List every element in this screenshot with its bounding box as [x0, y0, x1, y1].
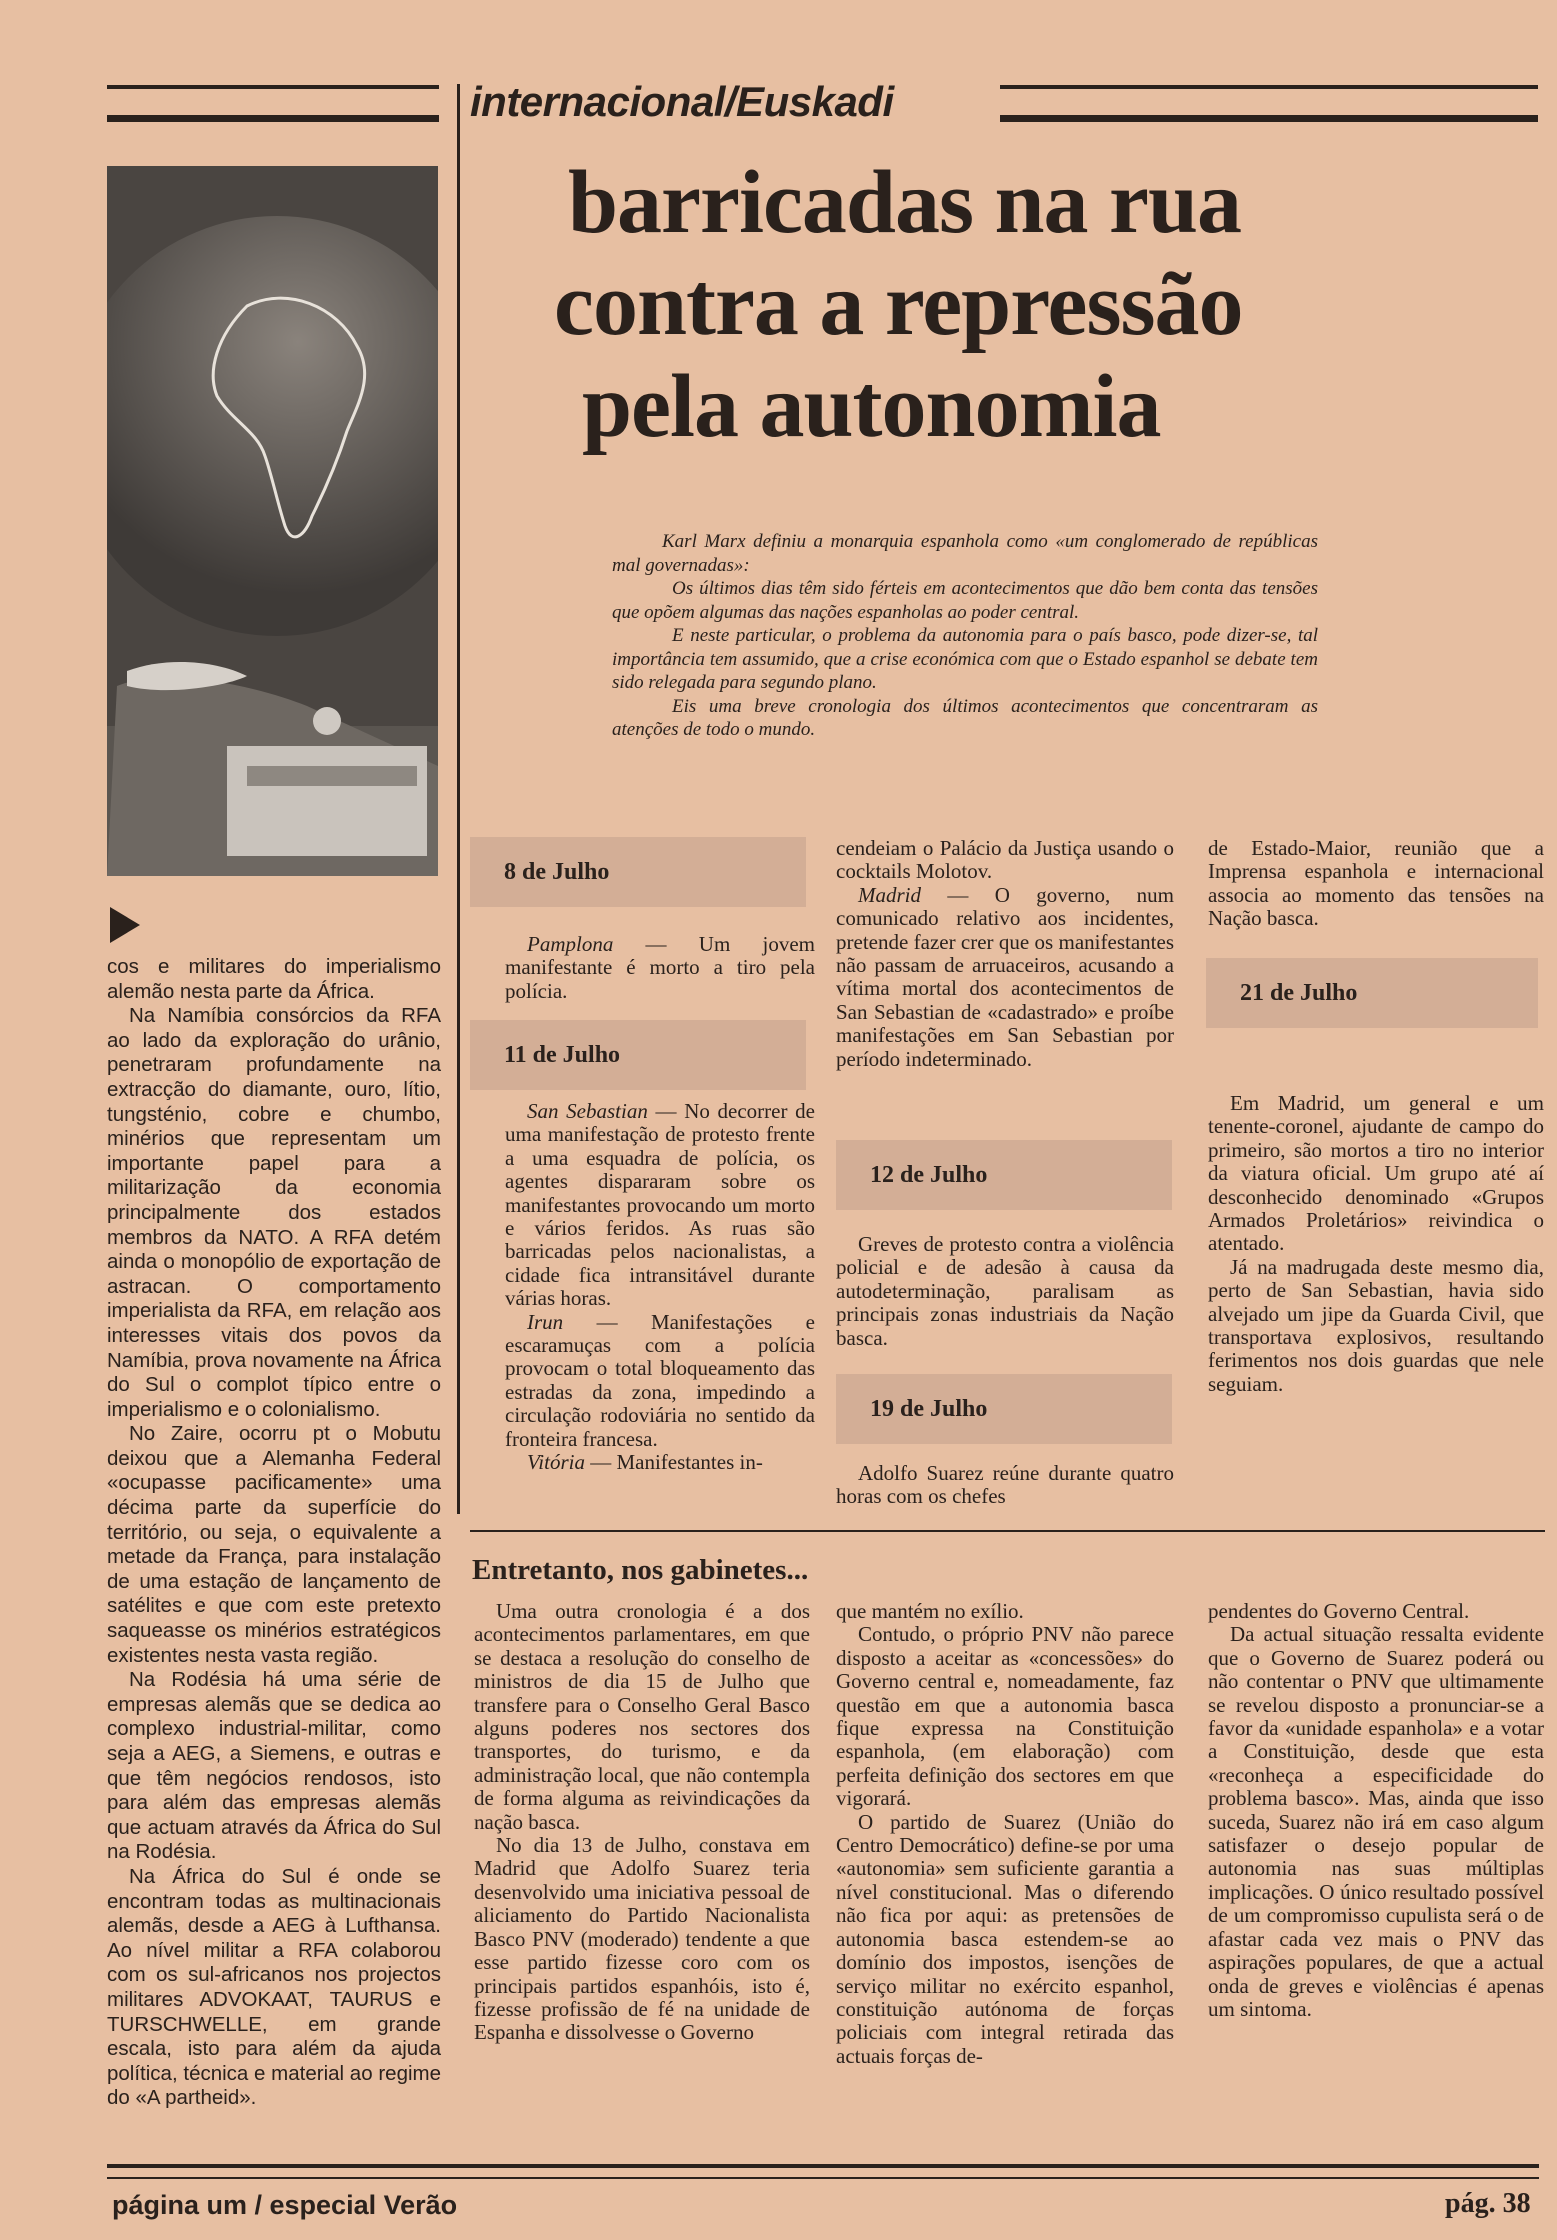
- place-name: Madrid: [858, 882, 921, 907]
- event-text: Adolfo Suarez reúne durante quatro horas com os chefes: [836, 1461, 1174, 1509]
- bottom-col3: [1208, 1600, 1544, 2021]
- event-text: — No decorrer de uma manifestação de protesto frente a uma esquadra de polícia, os agentes dispararam sobre os manifestantes provocando um morto e vários feridos. As ruas são barricadas pelos nacionalistas, a cidade fica intransitável durante várias horas.: [505, 1099, 815, 1311]
- chronology-col2-b: [836, 1233, 1174, 1350]
- date-band: [836, 1140, 1172, 1210]
- headline-line: pela autonomia: [582, 357, 1161, 456]
- top-rule-left-thick: [107, 115, 439, 122]
- place-name: Irun: [527, 1309, 564, 1334]
- lead-line: Eis uma breve cronologia dos últimos acontecimentos que concentraram as atenções de todo o mundo.: [612, 695, 1318, 740]
- lead-line: E neste particular, o problema da autonomia para o país basco, pode dizer-se, tal importância tem assumido, que a crise económica com que o Estado espanhol se debate tem sido relegada para segundo plano.: [612, 625, 1318, 693]
- headline: [554, 152, 1243, 458]
- left-paragraph: Na África do Sul é onde se encontram todas as multinacionais alemãs, desde a AEG à Lufthansa. Ao nível militar a RFA colaborou com os sul-africanos nos projectos militares ADVOKAAT, TAURUS e TURSCHWELLE, em grande escala, isto para além da ajuda política, técnica e material ao regime do «A partheid».: [107, 1864, 441, 2110]
- lead-paragraph: [612, 530, 1318, 742]
- event-text: — Um jovem manifestante é morto a tiro pela polícia.: [505, 932, 815, 1003]
- date-band: [470, 837, 806, 907]
- headline-line: barricadas na rua: [568, 153, 1242, 252]
- continue-arrow-icon: [110, 907, 140, 943]
- date-label: 19 de Julho: [870, 1395, 988, 1422]
- place-name: Vitória: [527, 1450, 585, 1475]
- chronology-col2-c: [836, 1462, 1174, 1509]
- chronology-col1-a: [505, 933, 815, 1003]
- bottom-paragraph: O partido de Suarez (União do Centro Democrático) define-se por uma «autonomia» sem suficiente garantia a nível constitucional. Mas o diferendo não fica por aqui: as pretensões de autonomia basca estendem-se ao domínio dos impostos, isenções de serviço militar no exército espanhol, constituição autónoma de forças policiais com integral retirada das actuais forças de-: [836, 1809, 1174, 2068]
- bottom-paragraph: que mantém no exílio.: [836, 1599, 1024, 1623]
- left-paragraph: cos e militares do imperialismo alemão nesta parte da África.: [107, 955, 441, 1003]
- top-rule-right-thick: [1000, 115, 1538, 122]
- footer-rule-thin: [107, 2177, 1539, 2179]
- globe-image: [107, 166, 438, 876]
- photo-globe-africa: [107, 166, 438, 876]
- section-label: internacional/Euskadi: [470, 78, 894, 125]
- top-rule-left-thin: [107, 85, 439, 89]
- event-text: Em Madrid, um general e um tenente-coronel, ajudante de campo do primeiro, são mortos a tiro no interior da viatura oficial. Um grupo até aí desconhecido denominado «Grupos Armados Proletários» reivindica o atentado.: [1208, 1091, 1544, 1256]
- left-paragraph: No Zaire, ocorru pt o Mobutu deixou que a Alemanha Federal «ocupasse pacificamente» uma décima parte da superfície do território, ou seja, o equivalente a metade da França, para instalação de uma estação de lançamento de satélites e que com este pretexto saqueasse os minérios estratégicos existentes nesta vasta região.: [107, 1422, 441, 1667]
- date-label: 11 de Julho: [504, 1041, 621, 1068]
- date-label: 12 de Julho: [870, 1161, 988, 1188]
- date-band: [1206, 958, 1538, 1028]
- footer-publication: página um / especial Verão: [112, 2190, 458, 2220]
- event-text: — Manifestantes in-: [584, 1450, 763, 1475]
- bottom-col2: [836, 1600, 1174, 2068]
- left-paragraph: Na Namíbia consórcios da RFA ao lado da exploração do urânio, penetraram profundamente na extracção do diamante, ouro, lítio, tungsténio, cobre e chumbo, minérios que representam um importante papel para a militarização da economia principalmente dos estados membros da NATO. A RFA detém ainda o monopólio de exportação de astracan. O comportamento imperialista da RFA, em relação aos interesses vitais dos povos da Namíbia, prova novamente na África do Sul o complot típico entre o imperialismo e o colonialismo.: [107, 1004, 441, 1421]
- bottom-col1: [474, 1600, 810, 2045]
- lead-line: Os últimos dias têm sido férteis em acontecimentos que dão bem conta das tensões que opõem algumas das nações espanholas ao poder central.: [612, 578, 1318, 623]
- date-label: 21 de Julho: [1240, 979, 1358, 1006]
- event-text: cendeiam o Palácio da Justiça usando o cocktails Molotov.: [836, 836, 1174, 884]
- event-text: — Manifestações e escaramuças com a polícia provocam o total bloqueamento das estradas da zona, impedindo a circulação rodoviária no sentido da fronteira francesa.: [505, 1309, 815, 1451]
- event-text: Greves de protesto contra a violência policial e de adesão à causa da autodeterminação, paralisam as principais zonas industriais da Nação basca.: [836, 1232, 1174, 1350]
- top-rule-right-thin: [1000, 85, 1538, 89]
- date-label: 8 de Julho: [504, 858, 610, 885]
- subhead: Entretanto, nos gabinetes...: [472, 1554, 809, 1586]
- lead-line: Karl Marx definiu a monarquia espanhola como «um conglomerado de repúblicas mal governadas»:: [612, 531, 1318, 576]
- event-text: — O governo, num comunicado relativo aos incidentes, pretende fazer crer que os manifestantes não passam de arruaceiros, acusando a vítima mortal dos acontecimentos de San Sebastian de «cadastrado» e proíbe manifestações em San Sebastian por período indeterminado.: [836, 882, 1174, 1071]
- bottom-paragraph: Uma outra cronologia é a dos acontecimentos parlamentares, em que se destaca a resolução do conselho de ministros de dia 15 de Julho que transfere para o Conselho Geral Basco alguns poderes nos sectores dos transportes, do turismo, e da administração local, que não contempla de forma alguma as reivindicações da nação basca.: [474, 1599, 810, 1834]
- event-text: Já na madrugada deste mesmo dia, perto de San Sebastian, havia sido alvejado um jipe da Guarda Civil, que transportava explosivos, resultando ferimentos nos dois guardas que nele seguiam.: [1208, 1254, 1544, 1396]
- chronology-col2-a: [836, 837, 1174, 1071]
- bottom-paragraph: Da actual situação ressalta evidente que o Governo de Suarez poderá ou não contentar o PNV que ultimamente se revelou disposto a pronunciar-se a favor da «unidade espanhola» e a votar a Constituição, desde que esta «reconheça a especificidade do problema basco». Mas, ainda que isso suceda, Suarez não irá em caso algum satisfazer o desejo popular de autonomia nas suas múltiplas implicações. O único resultado possível de um compromisso cupulista será o de afastar cada vez mais o PNV das aspirações populares, de que a actual onda de greves e violências é apenas um sintoma.: [1208, 1622, 1544, 2021]
- date-band: [470, 1020, 806, 1090]
- section-divider: [470, 1530, 1545, 1532]
- bottom-paragraph: Contudo, o próprio PNV não parece disposto a aceitar as «concessões» do Governo central e, nomeadamente, faz questão em que a autonomia basca fique expressa na Constituição espanhola, (em elaboração) com perfeita definição dos sectores em que vigorará.: [836, 1622, 1174, 1811]
- footer-rule-thick: [107, 2164, 1539, 2168]
- bottom-paragraph: pendentes do Governo Central.: [1208, 1599, 1470, 1623]
- date-band: [836, 1374, 1172, 1444]
- chronology-col3-b: [1208, 1092, 1544, 1396]
- left-column-text: [107, 955, 441, 2111]
- left-paragraph: Na Rodésia há uma série de empresas alemãs que se dedica ao complexo industrial-militar, como seja a AEG, a Siemens, e outras e que têm negócios rendosos, isto para além das empresas alemãs que actuam através da África do Sul na Rodésia.: [107, 1668, 441, 1864]
- bottom-paragraph: No dia 13 de Julho, constava em Madrid que Adolfo Suarez teria desenvolvido uma iniciativa pessoal de aliciamento do Partido Nacionalista Basco PNV (moderado) tendente a que esse partido fizesse coro com os principais partidos espanhóis, isto é, fizesse profissão de fé na unidade de Espanha e dissolvesse o Governo: [474, 1833, 810, 2045]
- place-name: San Sebastian: [527, 1099, 648, 1123]
- chronology-col1-b: [505, 1100, 815, 1475]
- headline-line: contra a repressão: [554, 255, 1243, 354]
- chronology-col3-a: [1208, 837, 1544, 931]
- page-number: pág. 38: [1445, 2188, 1531, 2219]
- column-divider: [457, 84, 460, 1514]
- event-text: de Estado-Maior, reunião que a Imprensa espanhola e internacional associa ao momento das tensões na Nação basca.: [1208, 836, 1544, 931]
- place-name: Pamplona: [527, 932, 614, 956]
